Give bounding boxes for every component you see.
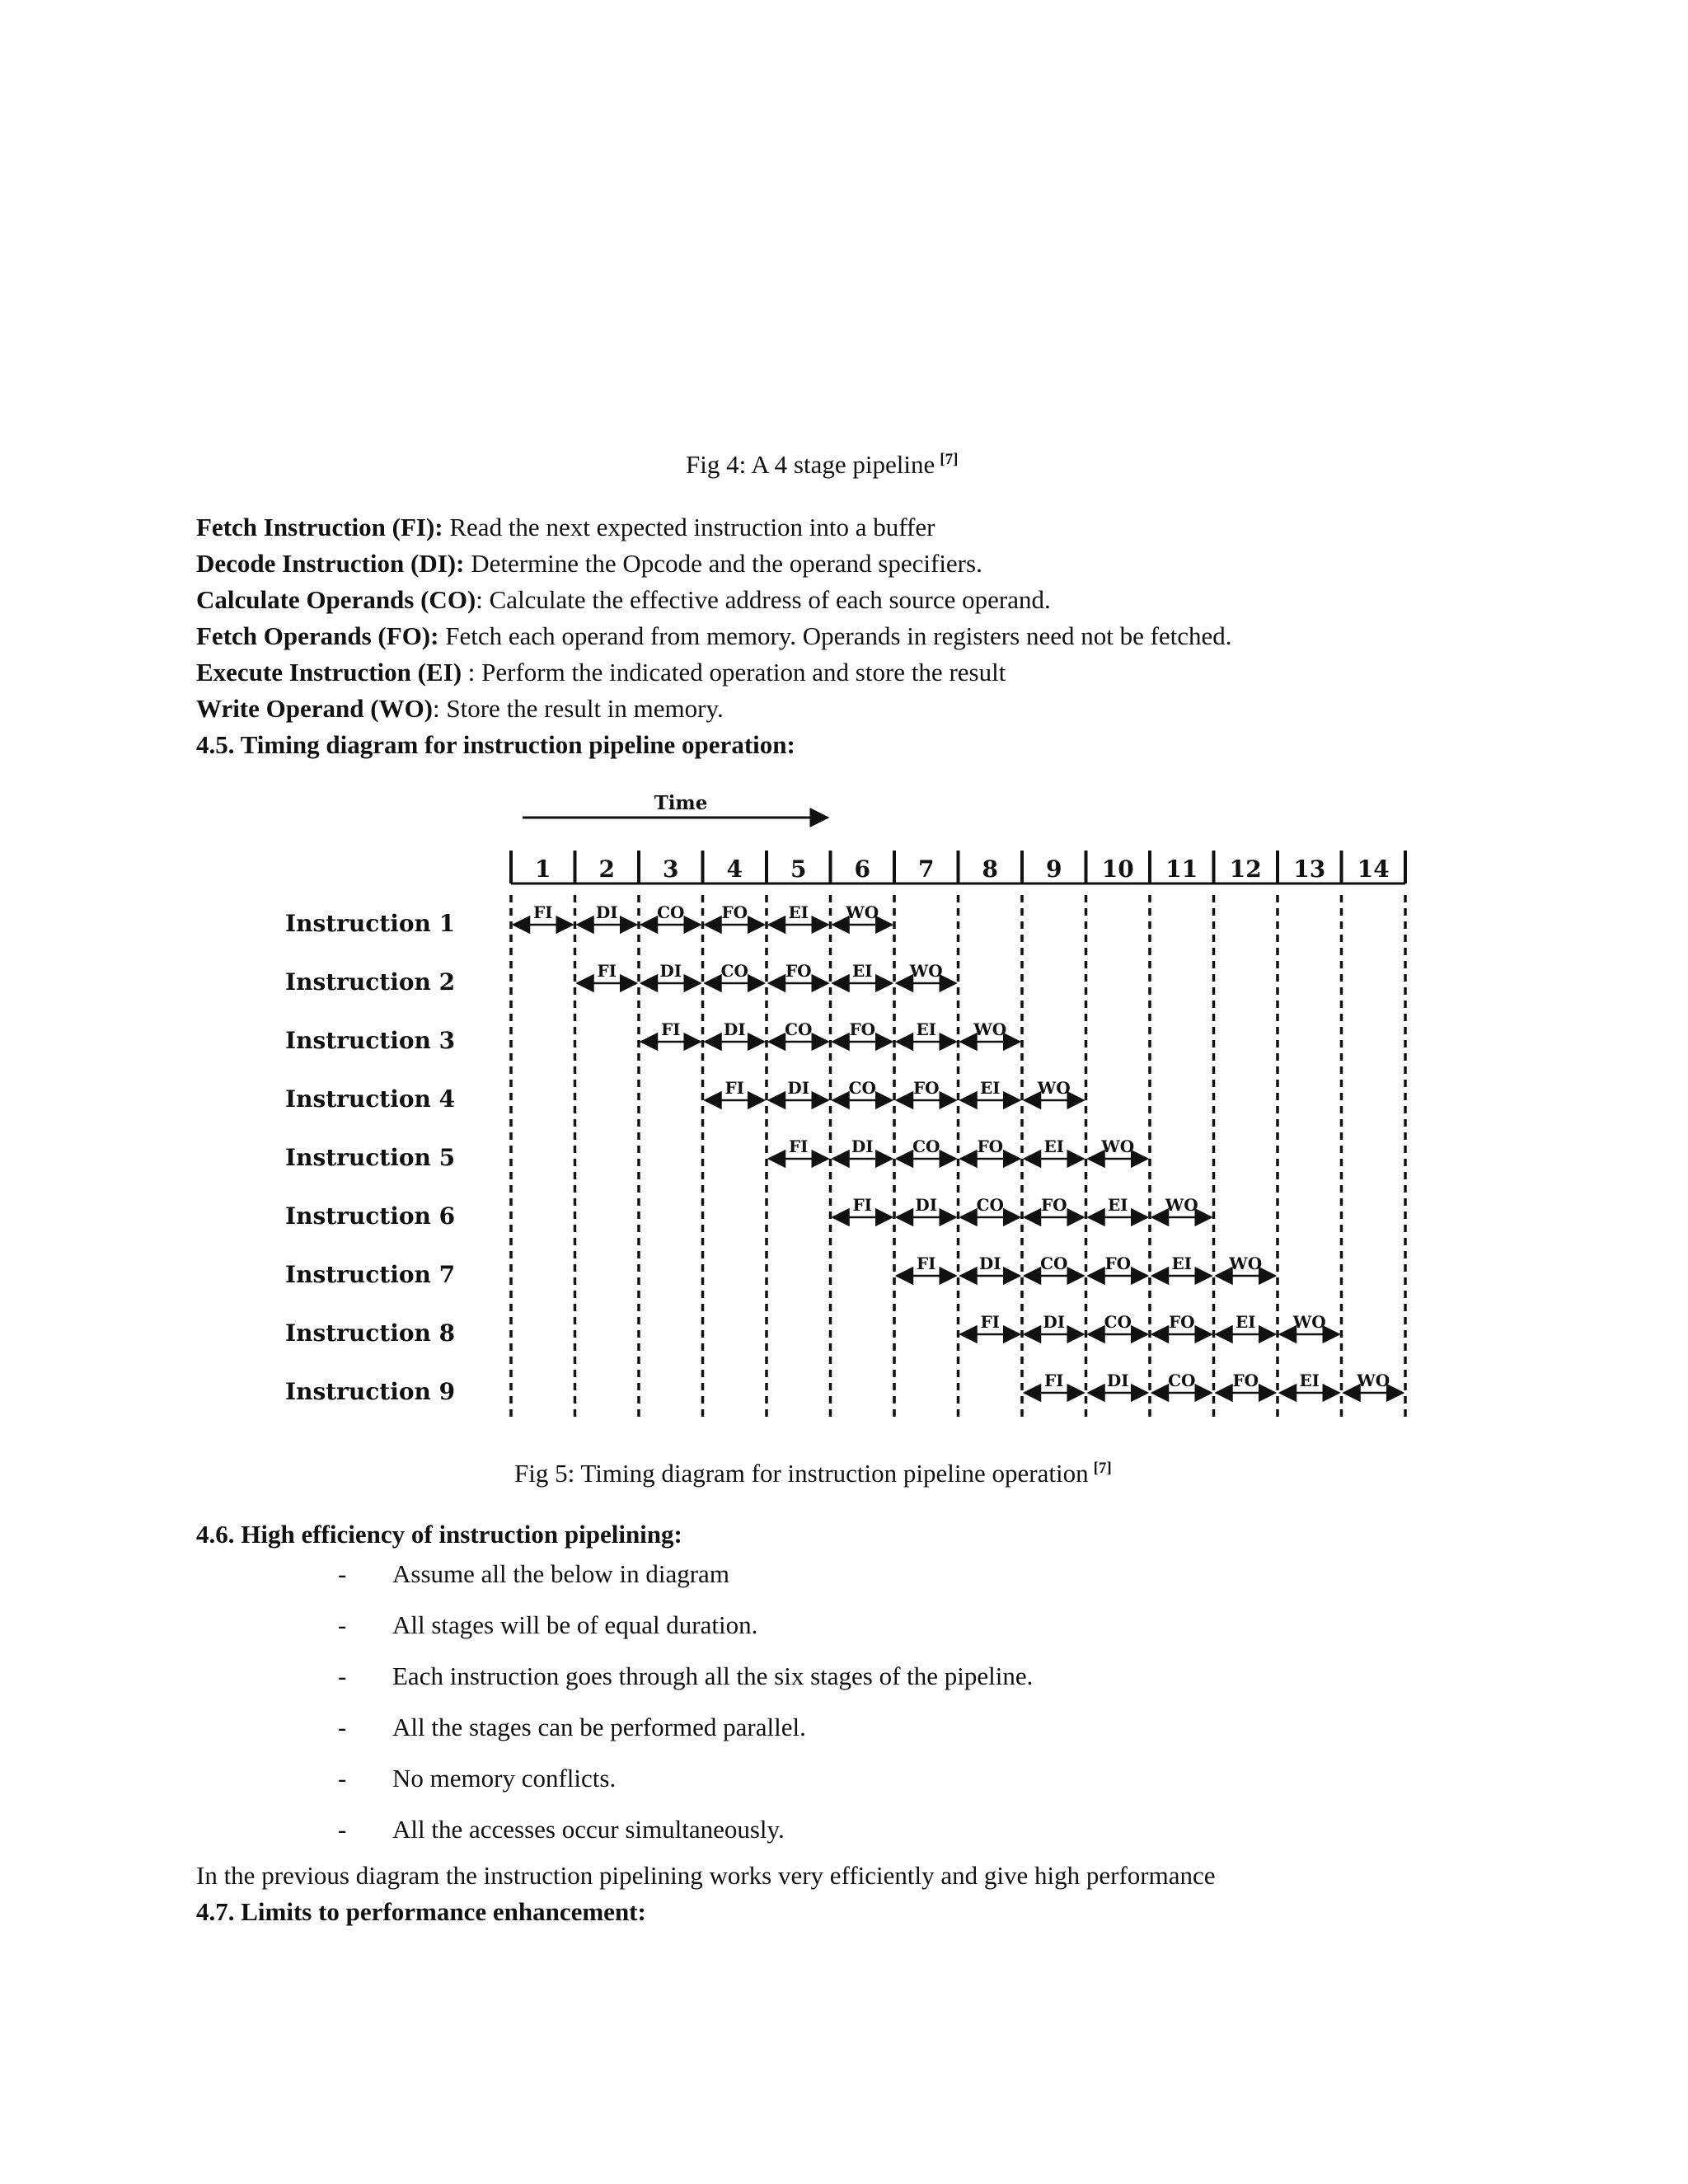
- time-slot-label: 2: [598, 855, 615, 883]
- time-slot-label: 1: [535, 855, 551, 883]
- section-4-5-heading: 4.5. Timing diagram for instruction pipeline operation:: [196, 730, 795, 759]
- definition-desc: : Calculate the effective address of each source operand.: [476, 585, 1051, 614]
- summary-paragraph: In the previous diagram the instruction pipelining works very efficiently and give high performance: [196, 1861, 1216, 1890]
- list-item-text: All the stages can be performed parallel.: [392, 1713, 806, 1741]
- stage-label: CO: [1168, 1371, 1196, 1390]
- section-4-6-heading: 4.6. High efficiency of instruction pipelining:: [196, 1520, 682, 1549]
- stage-label: DI: [659, 961, 682, 981]
- instruction-label: Instruction 3: [285, 1027, 456, 1054]
- stage-label: EI: [1235, 1312, 1256, 1332]
- section-4-7-heading: 4.7. Limits to performance enhancement:: [196, 1897, 646, 1926]
- time-slot-label: 7: [918, 855, 935, 883]
- instruction-label: Instruction 2: [285, 968, 456, 996]
- definition-term: Execute Instruction (EI): [196, 658, 462, 687]
- stage-label: WO: [1229, 1254, 1263, 1273]
- instruction-label: Instruction 8: [285, 1319, 456, 1347]
- stage-label: CO: [976, 1195, 1004, 1215]
- stage-label: CO: [1104, 1312, 1132, 1332]
- stage-label: DI: [595, 902, 618, 922]
- stage-label: WO: [909, 961, 943, 981]
- instruction-label: Instruction 1: [285, 910, 456, 937]
- stage-label: CO: [912, 1137, 940, 1156]
- list-item-text: All stages will be of equal duration.: [392, 1610, 758, 1639]
- bullet-dash: -: [338, 1559, 347, 1588]
- stage-label: DI: [1106, 1371, 1129, 1390]
- stage-label: DI: [978, 1254, 1001, 1273]
- stage-label: FI: [1043, 1371, 1064, 1390]
- list-item-text: All the accesses occur simultaneously.: [392, 1815, 785, 1844]
- time-slot-label: 6: [854, 855, 870, 883]
- instruction-label: Instruction 9: [285, 1378, 456, 1405]
- definition-desc: Fetch each operand from memory. Operands in registers need not be fetched.: [438, 621, 1232, 650]
- stage-label: FO: [1104, 1254, 1132, 1273]
- stage-label: FI: [788, 1137, 809, 1156]
- time-slot-label: 4: [726, 855, 743, 883]
- fig5-caption-text: Fig 5: Timing diagram for instruction pipeline operation: [514, 1459, 1089, 1488]
- stage-label: WO: [1357, 1371, 1390, 1390]
- instruction-label: Instruction 7: [285, 1261, 456, 1288]
- stage-label: WO: [1165, 1195, 1198, 1215]
- stage-label: WO: [1101, 1137, 1135, 1156]
- stage-label: FI: [532, 902, 553, 922]
- stage-label: FO: [785, 961, 812, 981]
- stage-label: DI: [723, 1019, 746, 1039]
- time-slot-label: 8: [982, 855, 998, 883]
- time-axis-label: Time: [654, 792, 708, 814]
- definition-desc: Read the next expected instruction into a buffer: [443, 513, 935, 541]
- time-slot-label: 5: [790, 855, 807, 883]
- definition-term: Decode Instruction (DI):: [196, 549, 465, 578]
- stage-label: EI: [851, 961, 873, 981]
- list-item-text: Each instruction goes through all the six stages of the pipeline.: [392, 1661, 1034, 1690]
- stage-label: FO: [1040, 1195, 1067, 1215]
- fig4-caption-text: Fig 4: A 4 stage pipeline: [686, 450, 935, 479]
- bullet-dash: -: [338, 1661, 347, 1690]
- time-slot-label: 10: [1101, 855, 1134, 883]
- stage-label: WO: [973, 1019, 1007, 1039]
- stage-label: EI: [916, 1019, 937, 1039]
- list-item-text: Assume all the below in diagram: [392, 1559, 729, 1588]
- stage-label: EI: [1171, 1254, 1193, 1273]
- time-slot-label: 3: [663, 855, 679, 883]
- stage-label: WO: [1037, 1078, 1071, 1098]
- definition-term: Fetch Instruction (FI):: [196, 513, 443, 541]
- time-slot-label: 12: [1229, 855, 1262, 883]
- definition-desc: : Store the result in memory.: [433, 694, 724, 723]
- bullet-dash: -: [338, 1610, 347, 1639]
- bullet-dash: -: [338, 1713, 347, 1741]
- definition-desc: : Perform the indicated operation and store the result: [462, 658, 1006, 687]
- stage-label: DI: [851, 1137, 874, 1156]
- fig5-caption: [514, 1457, 1112, 1490]
- stage-label: EI: [1299, 1371, 1320, 1390]
- stage-label: FO: [1232, 1371, 1259, 1390]
- stage-label: CO: [785, 1019, 813, 1039]
- list-item-text: No memory conflicts.: [392, 1764, 617, 1793]
- time-slot-label: 14: [1357, 855, 1390, 883]
- stage-label: FO: [977, 1137, 1004, 1156]
- stage-label: FI: [724, 1078, 745, 1098]
- stage-label: EI: [1107, 1195, 1128, 1215]
- stage-label: CO: [720, 961, 748, 981]
- time-slot-label: 9: [1046, 855, 1062, 883]
- definition-term: Write Operand (WO): [196, 694, 434, 723]
- stage-label: FI: [980, 1312, 1001, 1332]
- stage-label: FI: [597, 961, 617, 981]
- bullet-dash: -: [338, 1815, 347, 1844]
- stage-label: WO: [846, 902, 879, 922]
- stage-label: FI: [852, 1195, 873, 1215]
- stage-label: CO: [848, 1078, 876, 1098]
- stage-label: DI: [1043, 1312, 1066, 1332]
- instruction-label: Instruction 6: [285, 1202, 456, 1230]
- stage-label: FO: [1168, 1312, 1195, 1332]
- stage-label: DI: [787, 1078, 810, 1098]
- stage-label: FI: [916, 1254, 936, 1273]
- definition-term: Calculate Operands (CO): [196, 585, 476, 614]
- fig4-citation: [7]: [940, 450, 959, 468]
- stage-label: DI: [915, 1195, 938, 1215]
- stage-label: FO: [912, 1078, 940, 1098]
- instruction-label: Instruction 5: [285, 1144, 456, 1171]
- bullet-dash: -: [338, 1764, 347, 1793]
- stage-label: FI: [660, 1019, 681, 1039]
- stage-label: CO: [657, 902, 685, 922]
- fig5-citation: [7]: [1093, 1459, 1112, 1477]
- stage-label: WO: [1292, 1312, 1326, 1332]
- stage-label: EI: [788, 902, 809, 922]
- stage-label: FO: [849, 1019, 876, 1039]
- stage-label: EI: [979, 1078, 1001, 1098]
- time-slot-label: 13: [1293, 855, 1326, 883]
- stage-label: CO: [1040, 1254, 1068, 1273]
- time-slot-label: 11: [1165, 855, 1198, 883]
- definition-term: Fetch Operands (FO):: [196, 621, 439, 650]
- stage-label: FO: [721, 902, 748, 922]
- definition-desc: Determine the Opcode and the operand specifiers.: [464, 549, 982, 578]
- stage-label: EI: [1043, 1137, 1065, 1156]
- instruction-label: Instruction 4: [285, 1085, 456, 1113]
